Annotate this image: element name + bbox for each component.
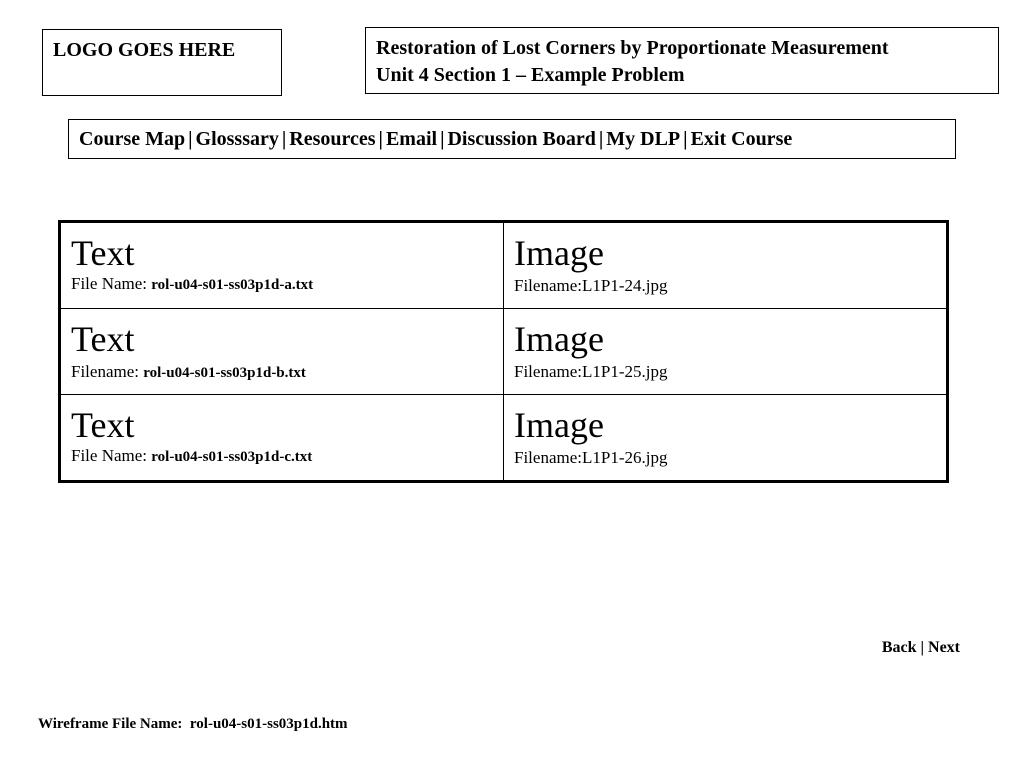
- nav-separator: |: [378, 128, 383, 150]
- image-cell: [504, 308, 948, 395]
- nav-email-link[interactable]: Email: [385, 128, 438, 150]
- text-cell-heading: Text: [71, 233, 135, 273]
- page-title-box: [365, 27, 999, 94]
- nav-separator: |: [188, 128, 193, 150]
- nav-separator: |: [683, 128, 688, 150]
- text-cell-filename-value: rol-u04-s01-ss03p1d-b.txt: [143, 364, 306, 381]
- nav-course-map-link[interactable]: Course Map: [79, 128, 186, 150]
- content-table: [58, 220, 949, 483]
- text-cell-filename: [71, 445, 493, 468]
- wireframe-filename-value: rol-u04-s01-ss03p1d.htm: [189, 716, 348, 732]
- nav-glossary-link[interactable]: Glosssary: [195, 128, 279, 150]
- image-cell-filename: Filename:L1P1-26.jpg: [514, 448, 668, 468]
- pager-separator: |: [920, 639, 925, 656]
- text-cell: [60, 308, 504, 395]
- table-row: [60, 222, 948, 309]
- nav-separator: |: [281, 128, 287, 150]
- image-cell-heading: Image: [514, 318, 604, 359]
- image-cell-heading: Image: [514, 233, 604, 273]
- nav-discussion-board-link[interactable]: Discussion Board: [447, 128, 596, 150]
- nav-separator: |: [440, 128, 445, 150]
- logo-placeholder: [42, 29, 282, 96]
- course-nav-bar: [68, 119, 956, 159]
- nav-resources-link[interactable]: Resources: [289, 128, 376, 150]
- image-cell-heading: Image: [514, 405, 604, 446]
- page-title: Restoration of Lost Corners by Proportionate Measurement: [376, 37, 889, 59]
- text-cell-filename-label: File Name:: [71, 274, 152, 293]
- image-cell-filename: Filename:L1P1-25.jpg: [514, 361, 668, 381]
- text-cell-filename-value: rol-u04-s01-ss03p1d-a.txt: [151, 277, 314, 293]
- nav-separator: |: [598, 128, 604, 150]
- nav-my-dlp-link[interactable]: My DLP: [606, 128, 681, 150]
- text-cell-heading: Text: [71, 405, 135, 446]
- image-cell-filename: Filename:L1P1-24.jpg: [514, 276, 668, 295]
- text-cell-filename-label: Filename:: [71, 361, 144, 381]
- pager: [860, 637, 960, 659]
- nav-exit-course-link[interactable]: Exit Course: [690, 128, 793, 150]
- wireframe-filename-label: Wireframe File Name:: [38, 716, 190, 732]
- next-link[interactable]: Next: [928, 639, 960, 656]
- page-subtitle: Unit 4 Section 1 – Example Problem: [376, 64, 685, 86]
- text-cell: [60, 395, 504, 482]
- back-link[interactable]: Back: [881, 639, 917, 656]
- text-cell-filename-label: File Name:: [71, 446, 152, 466]
- text-cell-filename: [71, 361, 493, 384]
- text-cell-heading: Text: [71, 318, 135, 359]
- table-row: [60, 308, 948, 395]
- image-cell: [504, 222, 948, 309]
- text-cell-filename: [71, 273, 493, 296]
- text-cell: [60, 222, 504, 309]
- wireframe-filename: [38, 714, 348, 734]
- logo-text: LOGO GOES HERE: [53, 39, 236, 61]
- image-cell: [504, 395, 948, 482]
- text-cell-filename-value: rol-u04-s01-ss03p1d-c.txt: [151, 449, 313, 466]
- table-row: [60, 395, 948, 482]
